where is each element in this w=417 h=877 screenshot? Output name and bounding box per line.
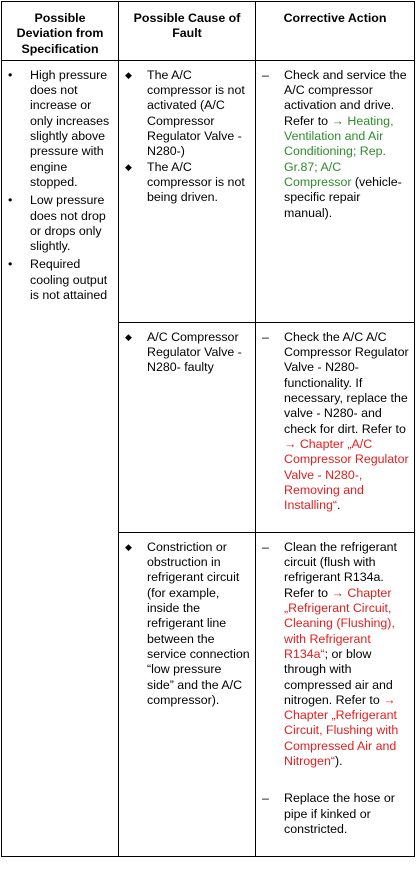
header-deviation: Possible Deviation from Specification	[2, 2, 119, 61]
diamond-icon: ◆	[125, 541, 132, 552]
dash-icon: –	[262, 329, 269, 344]
action-cell	[256, 60, 415, 322]
cause-cell	[119, 60, 256, 322]
list-item	[262, 540, 410, 769]
deviation-cell	[2, 60, 119, 856]
cause-text: The A/C compressor is not activated (A/C Compressor Regulator Valve - N280-)	[147, 67, 245, 159]
dash-icon: –	[262, 67, 269, 82]
action-text: ).	[334, 754, 343, 769]
action-cell	[256, 532, 415, 856]
deviation-text: High pressure does not increase or only increases slightly above pressure with engine stopped.	[30, 67, 110, 189]
diamond-icon: ◆	[125, 69, 132, 80]
bullet-icon: •	[8, 257, 13, 272]
action-text: Replace the hose or pipe if kinked or constricted.	[284, 791, 395, 836]
list-item	[8, 257, 114, 303]
dash-icon: –	[262, 539, 269, 554]
header-cause: Possible Cause of Fault	[119, 2, 256, 61]
flushing-compressed-air-link[interactable]: → Chapter „Refrigerant Circuit, Flushing with Compressed Air and Nitrogen“	[284, 692, 399, 769]
flushing-r134a-link[interactable]: → Chapter „Refrigerant Circuit, Cleaning (Flushing), with Refrigerant R134a“	[284, 585, 395, 661]
list-item	[8, 193, 114, 254]
list-item	[262, 68, 410, 221]
table-row	[2, 60, 415, 322]
header-action: Corrective Action	[256, 2, 415, 61]
header-row	[2, 2, 415, 61]
cause-text: Constriction or obstruction in refrigerant circuit (for example, inside the refrigerant line between the service connection “low pressure side” and the A/C compressor).	[147, 539, 250, 707]
list-item	[262, 791, 410, 837]
cause-cell	[119, 532, 256, 856]
list-item	[125, 540, 251, 708]
deviation-text: Required cooling output is not attained	[30, 257, 108, 303]
action-text: Check and service the A/C compressor activation and drive. Refer to	[284, 67, 407, 128]
diamond-icon: ◆	[125, 161, 132, 172]
diamond-icon: ◆	[125, 331, 132, 342]
dash-icon: –	[262, 791, 269, 806]
diagnosis-table	[1, 1, 415, 857]
list-item	[125, 160, 251, 206]
action-cell	[256, 322, 415, 532]
action-text: ; or blow through with compressed air and nitrogen. Refer to	[284, 646, 393, 707]
regulator-valve-link[interactable]: → Chapter „A/C Compressor Regulator Valve - N280-, Removing and Installing“	[284, 436, 409, 513]
repair-manual-link[interactable]: → Heating, Ventilation and Air Conditioning; Rep. Gr.87; A/C Compressor	[284, 113, 394, 189]
action-text: Clean the refrigerant circuit (flush with refrigerant R134a. Refer to	[284, 539, 397, 600]
list-item	[8, 68, 114, 190]
bullet-icon: •	[8, 67, 13, 82]
action-text: (vehicle-specific repair manual).	[284, 174, 402, 220]
cause-cell	[119, 322, 256, 532]
list-item	[125, 330, 251, 376]
action-text: Check the A/C A/C Compressor Regulator Valve - N280- functionality. If necessary, replace the valve - N280- and check for dirt. Refer to	[284, 329, 409, 436]
deviation-text: Low pressure does not drop or drops only slightly.	[30, 193, 106, 254]
list-item	[125, 68, 251, 160]
cause-text: A/C Compressor Regulator Valve - N280- faulty	[147, 329, 242, 375]
cause-text: The A/C compressor is not being driven.	[147, 159, 245, 205]
bullet-icon: •	[8, 193, 13, 208]
action-text: .	[337, 498, 341, 513]
list-item	[262, 330, 410, 514]
